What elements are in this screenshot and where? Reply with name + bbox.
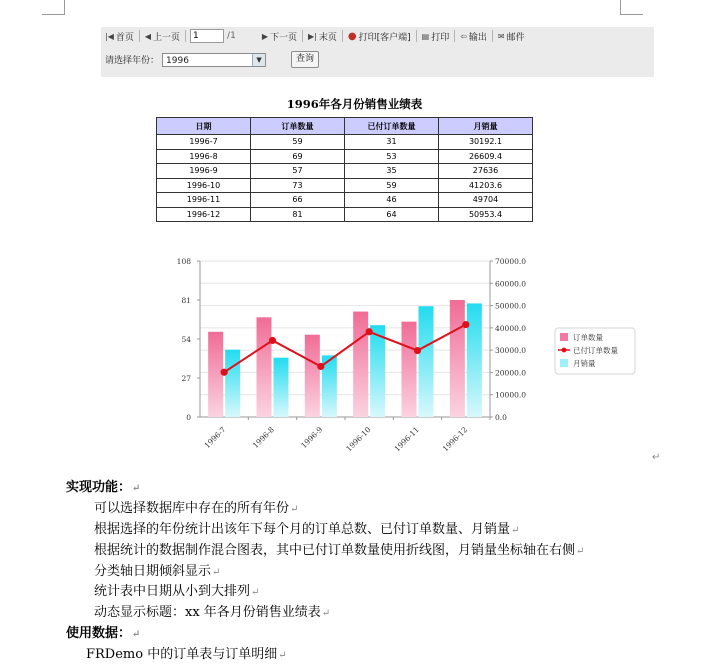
mail-button[interactable] xyxy=(494,27,529,45)
legend-label: 订单数量 xyxy=(573,333,603,342)
feature-text: 统计表中日期从小到大排列 xyxy=(94,584,251,599)
legend-swatch xyxy=(560,333,568,341)
last-page-label: 末页 xyxy=(318,32,337,43)
table-row xyxy=(157,149,533,164)
table-row xyxy=(157,135,533,150)
next-page-label: 下一页 xyxy=(269,32,297,43)
table-cell: 26609.4 xyxy=(439,149,533,164)
bar-monthly-sales xyxy=(370,325,385,417)
x-tick-label: 1996-10 xyxy=(344,425,373,454)
table-row xyxy=(157,207,533,222)
table-cell: 73 xyxy=(251,178,345,193)
features-heading xyxy=(66,476,140,495)
point-paid-orders xyxy=(366,328,373,335)
legend-swatch xyxy=(560,359,568,367)
page-corner-mark xyxy=(620,0,643,15)
column-header: 月销量 xyxy=(439,118,533,135)
table-header-row xyxy=(157,118,533,135)
paragraph-mark: ↵ xyxy=(278,650,287,661)
right-tick-label: 60000.0 xyxy=(495,279,527,289)
toolbar-divider xyxy=(416,30,417,42)
table-cell: 41203.6 xyxy=(439,178,533,193)
bar-monthly-sales xyxy=(225,350,240,417)
feature-item xyxy=(94,539,584,558)
bar-monthly-sales xyxy=(274,358,289,417)
mail-label: 邮件 xyxy=(506,32,525,43)
export-icon: ⇦ xyxy=(460,31,467,41)
toolbar-divider xyxy=(185,30,186,42)
print-label: 打印 xyxy=(431,32,450,43)
table-cell: 31 xyxy=(345,135,439,150)
table-cell: 46 xyxy=(345,193,439,208)
left-tick-label: 0 xyxy=(186,413,191,422)
left-tick-label: 54 xyxy=(181,335,191,344)
paragraph-mark: ↵ xyxy=(290,504,299,515)
feature-text: 分类轴日期倾斜显示 xyxy=(94,564,212,579)
table-row xyxy=(157,193,533,208)
right-tick-label: 10000.0 xyxy=(495,390,527,400)
mail-icon: ✉ xyxy=(497,31,505,41)
column-header: 日期 xyxy=(157,118,251,135)
right-tick-label: 30000.0 xyxy=(495,346,527,356)
table-cell: 50953.4 xyxy=(439,207,533,222)
point-paid-orders xyxy=(462,321,469,328)
print-button[interactable] xyxy=(418,27,454,45)
toolbar-divider xyxy=(139,30,140,42)
data-heading xyxy=(66,622,140,641)
chevron-down-icon[interactable]: ▼ xyxy=(252,54,265,66)
year-select-value: 1996 xyxy=(166,55,189,66)
sales-table xyxy=(156,117,533,222)
table-cell: 35 xyxy=(345,164,439,179)
bar-monthly-sales xyxy=(467,303,482,417)
table-cell: 53 xyxy=(345,149,439,164)
legend-label: 已付订单数量 xyxy=(573,346,618,355)
year-select-label: 请选择年份： xyxy=(105,56,160,66)
table-cell: 1996-11 xyxy=(157,193,251,208)
table-cell: 1996-8 xyxy=(157,149,251,164)
feature-text: 动态显示标题：xx 年各月份销售业绩表 xyxy=(94,605,321,620)
paragraph-mark: ↵ xyxy=(321,608,331,619)
left-tick-label: 27 xyxy=(181,374,191,383)
x-tick-label: 1996-12 xyxy=(440,425,470,454)
paragraph-mark: ↵ xyxy=(576,546,585,557)
right-tick-label: 0.0 xyxy=(495,413,507,422)
data-source-line xyxy=(86,643,287,662)
table-cell: 1996-7 xyxy=(157,135,251,150)
right-tick-label: 40000.0 xyxy=(495,323,527,333)
paragraph-mark: ↵ xyxy=(511,525,520,536)
bar-order-count xyxy=(208,332,223,417)
paragraph-mark: ↵ xyxy=(652,452,661,463)
query-button[interactable]: 查询 xyxy=(291,51,319,68)
toolbar-divider xyxy=(492,30,493,42)
bar-monthly-sales xyxy=(419,306,434,417)
print-client-label: 打印[客户端] xyxy=(358,32,411,43)
toolbar-row xyxy=(101,27,654,45)
table-cell: 1996-9 xyxy=(157,164,251,179)
last-page-icon: ▶| xyxy=(307,31,317,41)
print-client-icon: ● xyxy=(347,30,357,42)
right-tick-label: 70000.0 xyxy=(495,257,527,266)
table-cell: 59 xyxy=(345,178,439,193)
table-cell: 30192.1 xyxy=(439,135,533,150)
feature-item xyxy=(94,497,298,516)
column-header: 订单数量 xyxy=(251,118,345,135)
x-tick-label: 1996-7 xyxy=(202,425,228,451)
x-tick-label: 1996-9 xyxy=(299,425,325,451)
toolbar-divider xyxy=(454,30,455,42)
table-cell: 69 xyxy=(251,149,345,164)
table-cell: 49704 xyxy=(439,193,533,208)
first-page-button[interactable] xyxy=(101,27,138,45)
page-total: /1 xyxy=(227,31,236,41)
data-heading-text: 使用数据： xyxy=(66,626,132,641)
left-tick-label: 108 xyxy=(176,257,191,266)
table-cell: 64 xyxy=(345,207,439,222)
point-paid-orders xyxy=(221,369,228,376)
year-select[interactable] xyxy=(162,53,266,67)
right-tick-label: 20000.0 xyxy=(495,368,527,378)
legend-swatch xyxy=(562,348,567,353)
sales-mixed-chart xyxy=(170,250,650,460)
table-row xyxy=(157,164,533,179)
column-header: 已付订单数量 xyxy=(345,118,439,135)
first-page-icon: |◀ xyxy=(105,31,114,41)
toolbar-divider xyxy=(342,30,343,42)
prev-page-label: 上一页 xyxy=(153,32,181,43)
plot-area xyxy=(200,261,490,417)
export-button[interactable] xyxy=(456,27,491,45)
feature-item xyxy=(94,580,259,599)
bar-order-count xyxy=(450,300,465,417)
feature-text: 根据选择的年份统计出该年下每个月的订单总数、已付订单数量、月销量 xyxy=(94,522,511,537)
bar-order-count xyxy=(353,312,368,417)
table-cell: 66 xyxy=(251,193,345,208)
table-cell: 59 xyxy=(251,135,345,150)
page-corner-mark xyxy=(42,0,65,15)
right-tick-label: 50000.0 xyxy=(495,301,527,311)
feature-item xyxy=(94,518,519,537)
year-filter xyxy=(105,51,319,68)
table-cell: 1996-10 xyxy=(157,178,251,193)
export-label: 输出 xyxy=(468,32,487,43)
table-cell: 81 xyxy=(251,207,345,222)
next-page-icon: ▶ xyxy=(261,31,268,41)
last-page-button[interactable] xyxy=(304,27,341,45)
paragraph-mark: ↵ xyxy=(132,483,141,494)
x-tick-label: 1996-11 xyxy=(392,425,421,454)
feature-text: 根据统计的数据制作混合图表，其中已付订单数量使用折线图，月销量坐标轴在右侧 xyxy=(94,543,576,558)
prev-page-button[interactable] xyxy=(141,27,184,45)
next-page-button[interactable] xyxy=(258,27,301,45)
report-toolbar xyxy=(101,27,654,77)
point-paid-orders xyxy=(317,363,324,370)
table-cell: 57 xyxy=(251,164,345,179)
feature-item xyxy=(94,560,220,579)
bar-order-count xyxy=(402,322,417,417)
data-source-text: FRDemo 中的订单表与订单明细 xyxy=(86,647,278,662)
toolbar-divider xyxy=(302,30,303,42)
report-title: 1996年各月份销售业绩表 xyxy=(286,97,423,111)
table-row xyxy=(157,178,533,193)
bar-order-count xyxy=(257,317,272,417)
table-cell: 27636 xyxy=(439,164,533,179)
x-tick-label: 1996-8 xyxy=(250,425,276,451)
print-client-button[interactable] xyxy=(344,27,415,45)
legend-label: 月销量 xyxy=(573,359,596,368)
table-cell: 1996-12 xyxy=(157,207,251,222)
printer-icon: ▤ xyxy=(421,31,430,41)
feature-item xyxy=(94,601,330,620)
point-paid-orders xyxy=(414,347,421,354)
paragraph-mark: ↵ xyxy=(132,629,141,640)
paragraph-mark: ↵ xyxy=(251,587,260,598)
point-paid-orders xyxy=(269,337,276,344)
left-tick-label: 81 xyxy=(181,296,191,305)
page-number-input[interactable] xyxy=(190,29,224,43)
feature-text: 可以选择数据库中存在的所有年份 xyxy=(94,501,290,516)
bar-order-count xyxy=(305,335,320,417)
features-heading-text: 实现功能： xyxy=(66,480,132,495)
paragraph-mark: ↵ xyxy=(212,567,221,578)
first-page-label: 首页 xyxy=(115,32,134,43)
prev-page-icon: ◀ xyxy=(144,31,152,41)
